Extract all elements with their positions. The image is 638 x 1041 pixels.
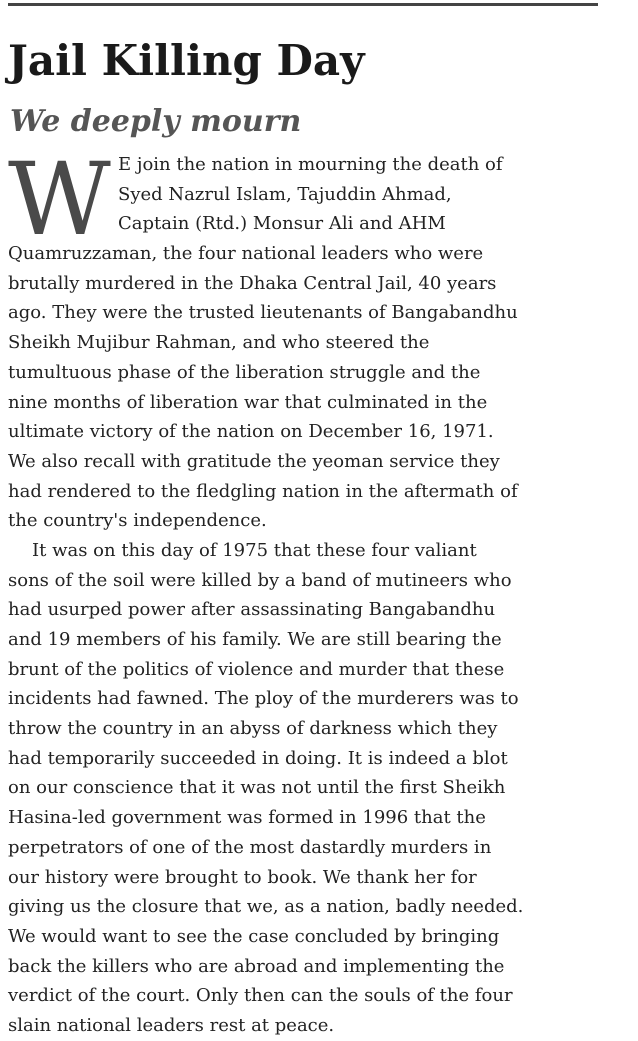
article-line: on our conscience that it was not until the first Sheikh	[8, 777, 506, 799]
article-line: brunt of the politics of violence and murder that these	[8, 658, 505, 680]
article-line: had temporarily succeeded in doing. It is indeed a blot	[8, 747, 508, 769]
article-line: our history were brought to book. We thank her for	[8, 866, 477, 888]
top-rule	[8, 3, 598, 6]
article-line: Syed Nazrul Islam, Tajuddin Ahmad,	[118, 183, 452, 205]
article-line: incidents had fawned. The ploy of the murderers was to	[8, 688, 519, 710]
article-line: We would want to see the case concluded by bringing	[8, 925, 500, 947]
article-line: brutally murdered in the Dhaka Central Jail, 40 years	[8, 272, 497, 294]
subheadline: We deeply mourn	[10, 104, 302, 139]
article-line: had rendered to the fledgling nation in the aftermath of	[8, 480, 518, 502]
article-line: had usurped power after assassinating Bangabandhu	[8, 599, 496, 621]
article-line: throw the country in an abyss of darkness which they	[8, 718, 498, 740]
article-line: the country's independence.	[8, 510, 267, 532]
article-line: sons of the soil were killed by a band of mutineers who	[8, 569, 512, 591]
article-line: giving us the closure that we, as a nation, badly needed.	[8, 896, 524, 918]
article-line: slain national leaders rest at peace.	[8, 1014, 335, 1036]
article-line: Hasina-led government was formed in 1996 that the	[8, 807, 486, 829]
article-line: verdict of the court. Only then can the souls of the four	[8, 985, 513, 1007]
article-line: and 19 members of his family. We are still bearing the	[8, 629, 502, 650]
article-line: Captain (Rtd.) Monsur Ali and AHM	[118, 213, 446, 235]
article-line: Quamruzzaman, the four national leaders who were	[8, 243, 484, 265]
article-line: Sheikh Mujibur Rahman, and who steered the	[8, 332, 430, 354]
article-line: perpetrators of one of the most dastardly murders in	[8, 836, 492, 858]
article-line: back the killers who are abroad and implementing the	[8, 955, 505, 977]
article-line: E join the nation in mourning the death of	[118, 154, 503, 175]
article-body	[8, 141, 608, 1041]
article-line: ago. They were the trusted lieutenants of Bangabandhu	[8, 302, 518, 324]
article-line: tumultuous phase of the liberation struggle and the	[8, 361, 481, 383]
article-line: It was on this day of 1975 that these four valiant	[32, 539, 477, 561]
article-line: ultimate victory of the nation on December 16, 1971.	[8, 421, 494, 443]
headline: Jail Killing Day	[8, 36, 365, 85]
drop-cap: W	[8, 141, 111, 258]
article-line: nine months of liberation war that culminated in the	[8, 391, 488, 413]
article-line: We also recall with gratitude the yeoman service they	[8, 450, 500, 472]
